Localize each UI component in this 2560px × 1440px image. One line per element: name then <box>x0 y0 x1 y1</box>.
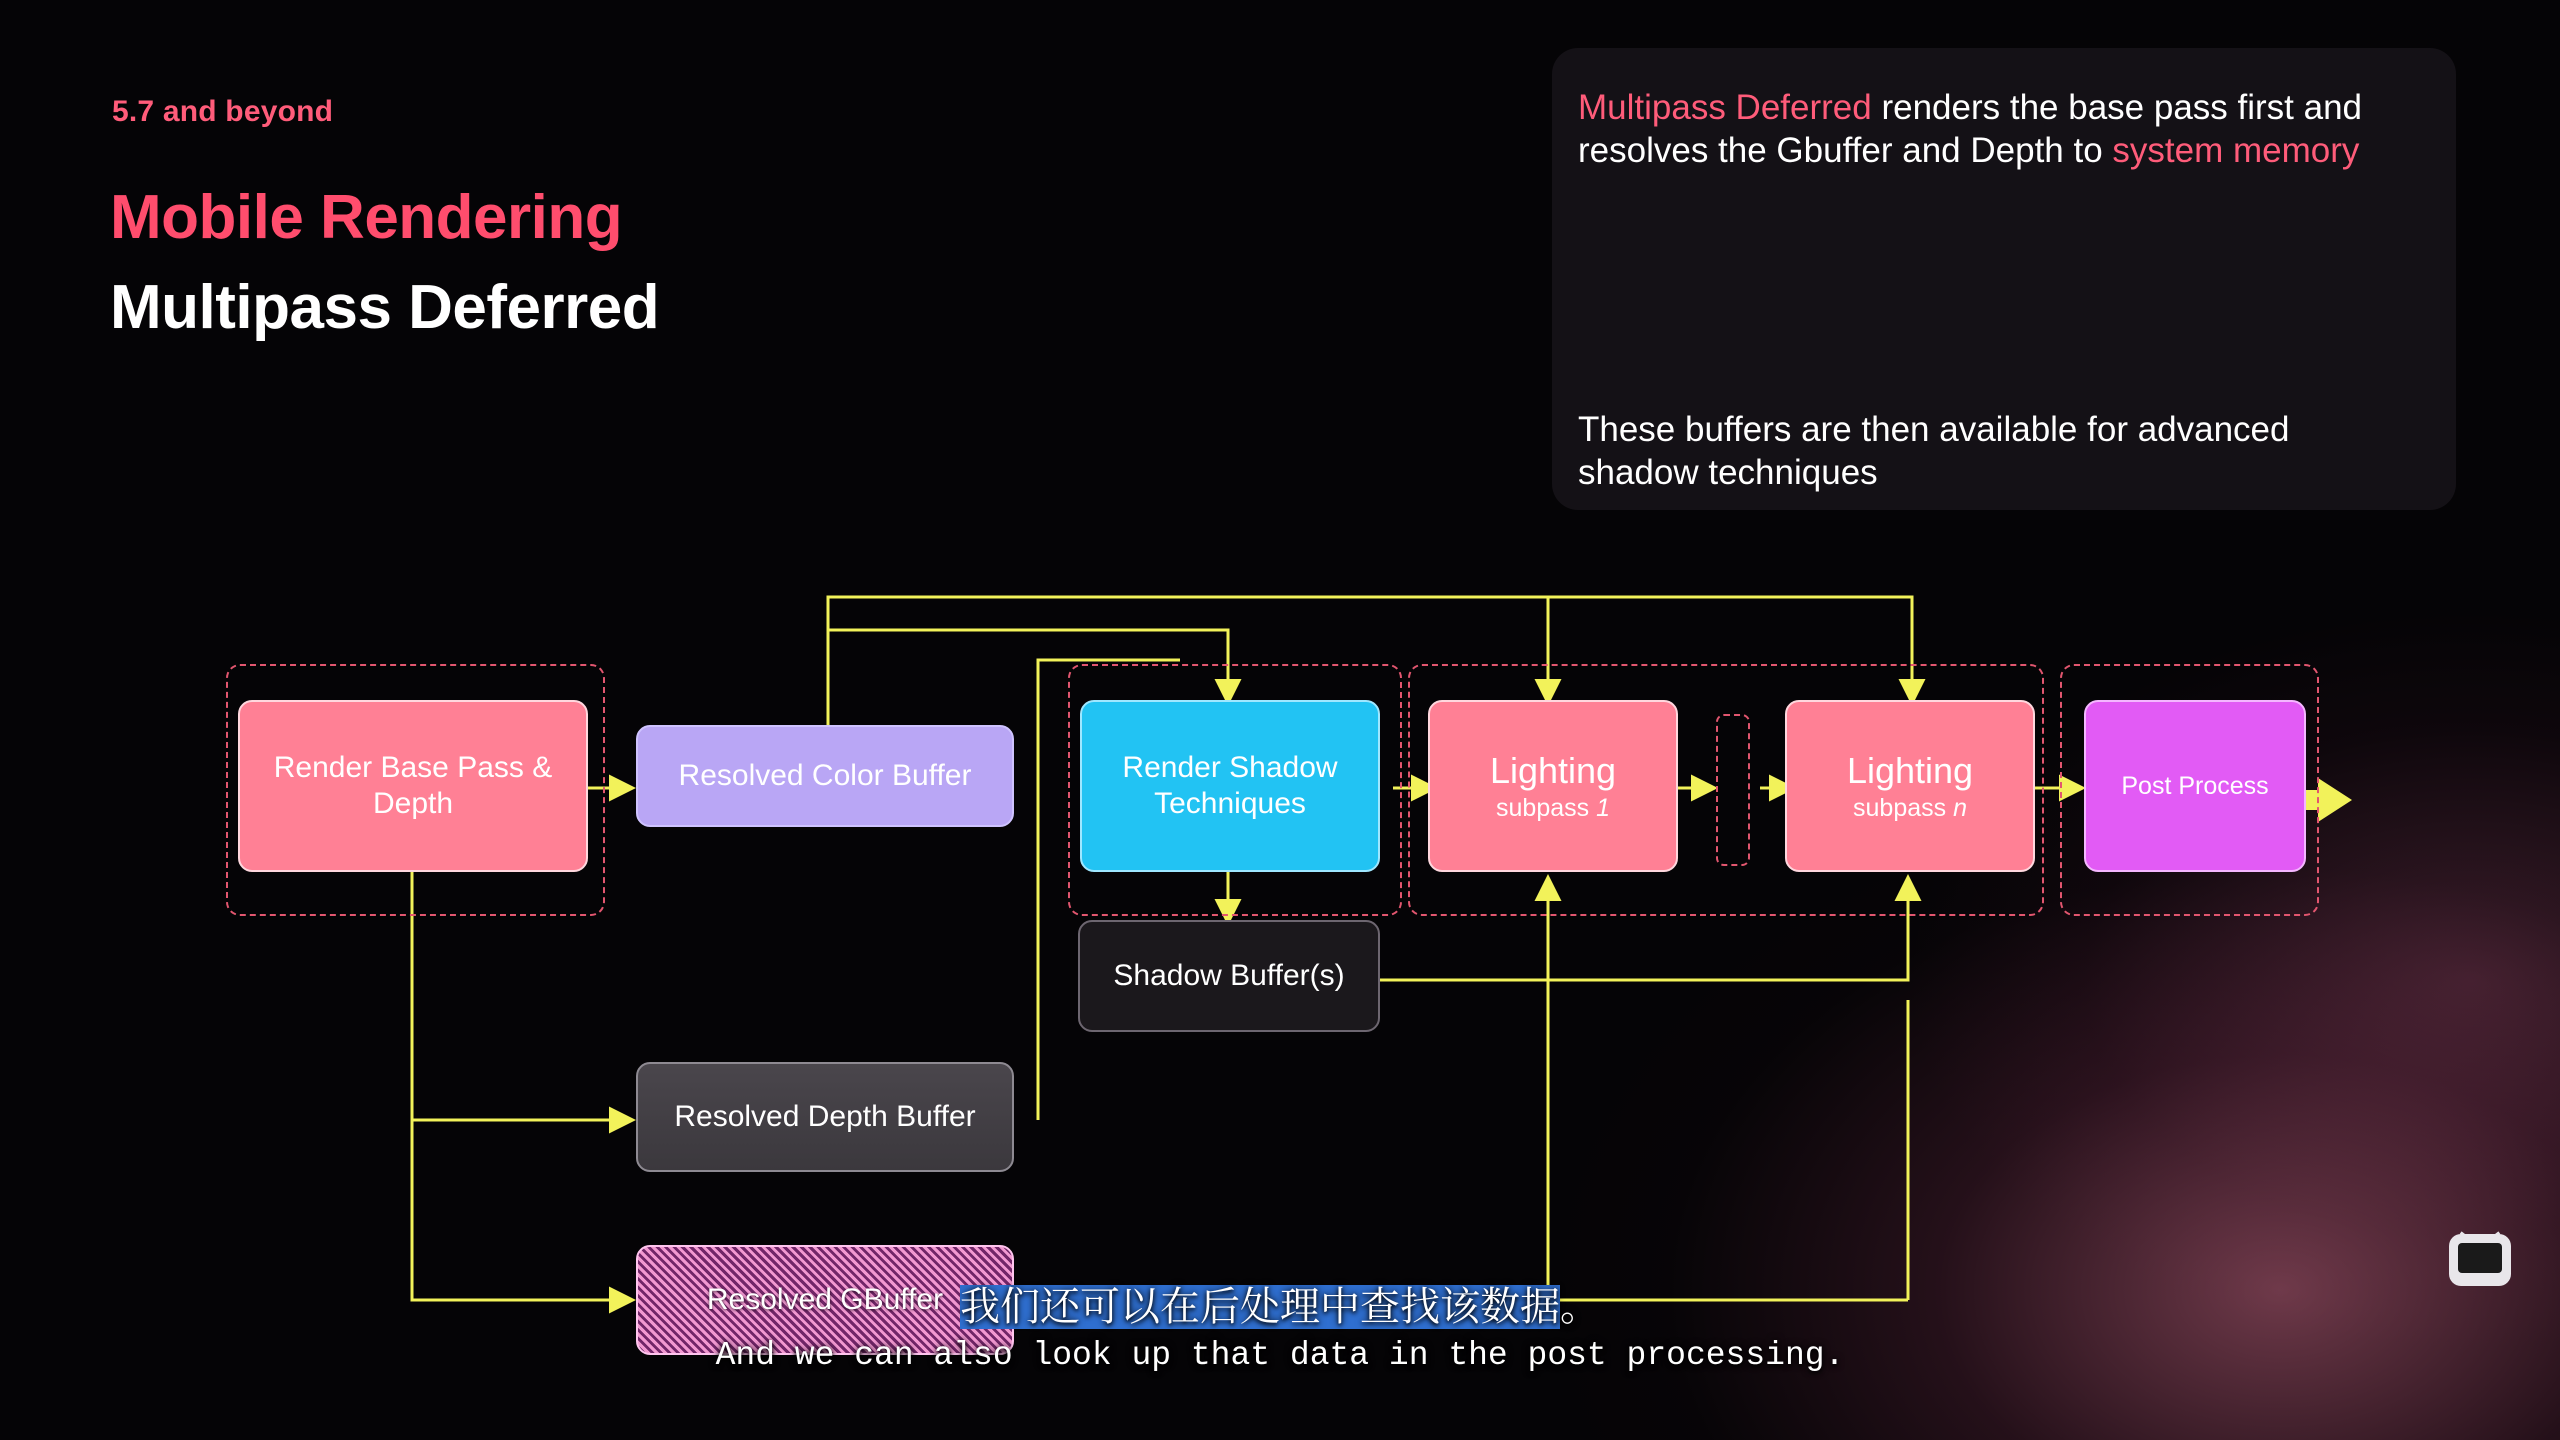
callout-panel <box>1552 48 2456 510</box>
page-subtitle: Multipass Deferred <box>110 273 660 342</box>
node-resolved-depth-buffer[interactable] <box>636 1062 1014 1172</box>
node-post-process[interactable] <box>2084 700 2306 872</box>
node-resolved-color-buffer-label: Resolved Color Buffer <box>678 759 972 792</box>
node-lighting-subpass-1[interactable] <box>1428 700 1678 872</box>
caption-english: And we can also look up that data in the post processing. <box>715 1337 1845 1374</box>
callout-paragraph-1 <box>1578 86 2418 173</box>
node-lighting-subpass-1-label: Lighting <box>1489 750 1617 792</box>
video-player-badge-icon <box>2449 1234 2511 1286</box>
caption-chinese-tail: 。 <box>1560 1285 1600 1329</box>
node-render-shadow-techniques[interactable] <box>1080 700 1380 872</box>
node-resolved-color-buffer[interactable] <box>636 725 1014 827</box>
node-post-process-label: Post Process <box>2121 772 2269 800</box>
node-shadow-buffers-label: Shadow Buffer(s) <box>1113 959 1345 992</box>
node-resolved-gbuffer-label: Resolved GBuffer <box>706 1283 944 1316</box>
eyebrow-text: 5.7 and beyond <box>112 95 334 128</box>
caption-chinese <box>0 1275 2560 1332</box>
node-render-base-pass[interactable] <box>238 700 588 872</box>
node-shadow-buffers[interactable] <box>1078 920 1380 1032</box>
node-render-shadow-techniques-label: Render Shadow Techniques <box>1122 751 1338 820</box>
callout-highlight-1: Multipass Deferred <box>1578 88 1872 127</box>
callout-highlight-2: system memory <box>2112 131 2360 171</box>
node-resolved-depth-buffer-label: Resolved Depth Buffer <box>674 1100 976 1133</box>
node-lighting-subpass-1-sub: subpass 1 <box>1496 793 1610 822</box>
node-lighting-subpass-n-sub: subpass n <box>1853 793 1967 822</box>
caption-chinese-selected: 我们还可以在后处理中查找该数据 <box>960 1285 1560 1329</box>
subpass-gap-indicator <box>1716 714 1750 866</box>
node-lighting-subpass-n[interactable] <box>1785 700 2035 872</box>
node-lighting-subpass-n-label: Lighting <box>1846 750 1974 792</box>
node-render-base-pass-label: Render Base Pass & Depth <box>273 751 553 820</box>
output-arrow <box>2318 778 2352 822</box>
callout-text-1: renders the base pass first and resolves the Gbuffer and Depth to <box>1578 88 2363 171</box>
page-title: Mobile Rendering <box>110 183 623 252</box>
callout-paragraph-2: These buffers are then available for advanced shadow techniques <box>1578 410 2290 493</box>
